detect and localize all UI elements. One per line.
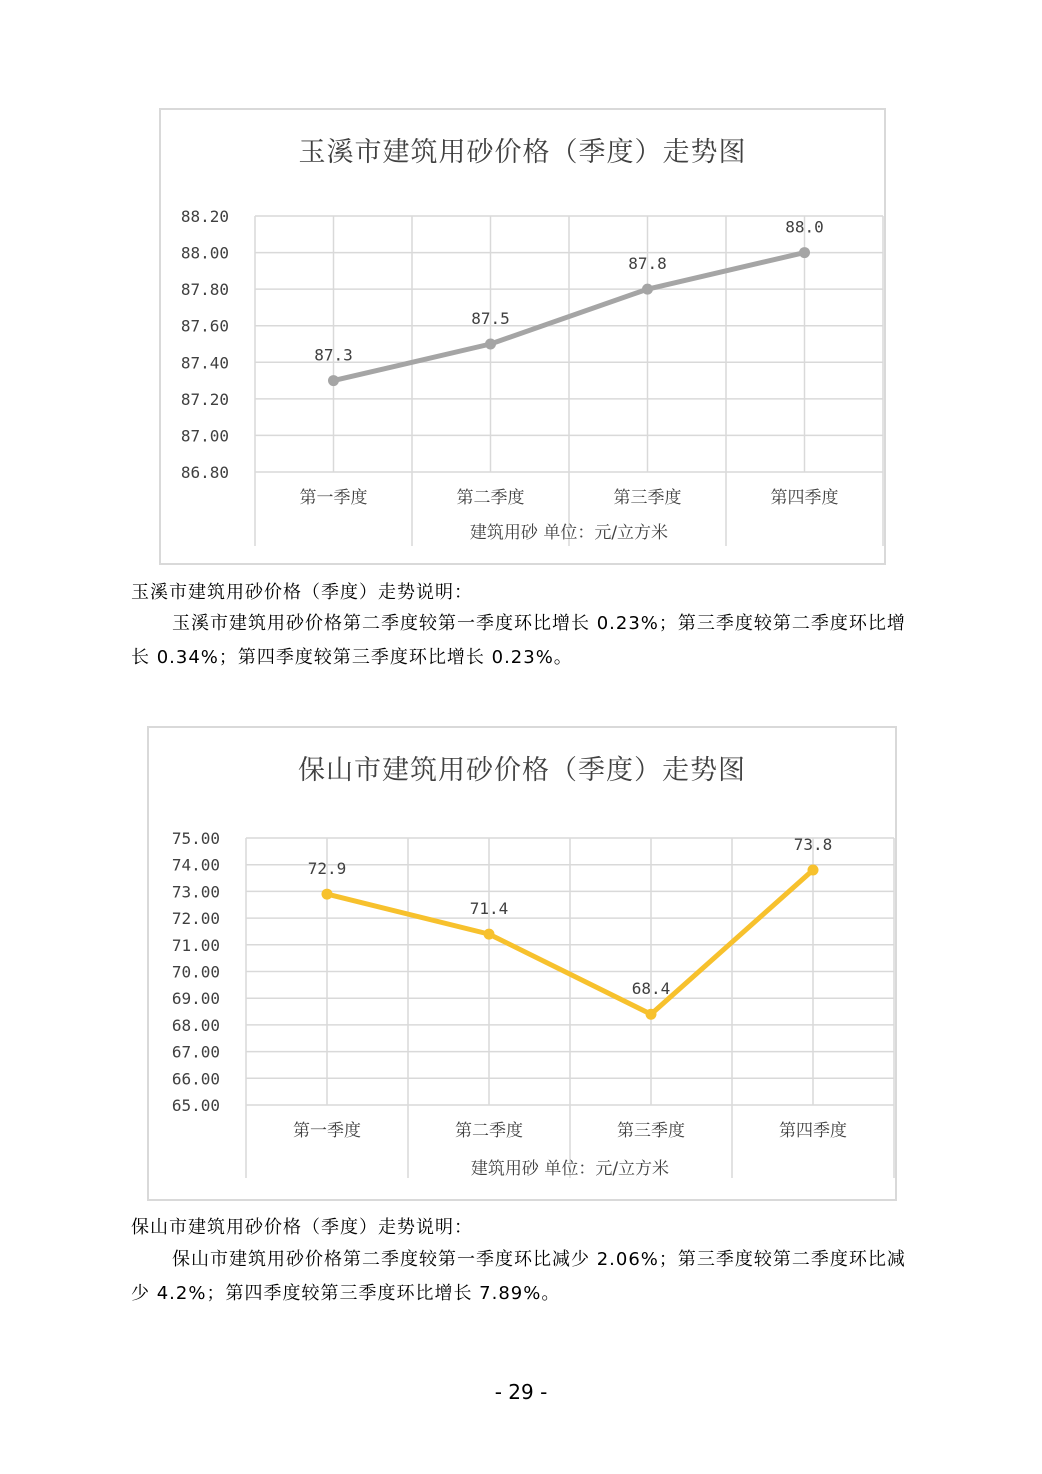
data-point bbox=[485, 339, 496, 350]
y-tick-label: 73.00 bbox=[171, 882, 220, 902]
chart-yuxi-plot bbox=[161, 110, 884, 563]
chart-baoshan-plot bbox=[149, 728, 895, 1199]
chart-title: 保山市建筑用砂价格（季度）走势图 bbox=[298, 755, 746, 786]
y-tick-label: 70.00 bbox=[171, 962, 220, 982]
x-tick-label: 第二季度 bbox=[455, 1121, 523, 1141]
data-label: 87.5 bbox=[471, 309, 510, 328]
data-point bbox=[799, 247, 810, 258]
note-body-baoshan: 保山市建筑用砂价格第二季度较第一季度环比减少 2.06%；第三季度较第二季度环比减少 4.2%；第四季度较第三季度环比增长 7.89%。 bbox=[131, 1249, 906, 1304]
data-point bbox=[322, 889, 333, 900]
chart-title: 玉溪市建筑用砂价格（季度）走势图 bbox=[298, 137, 747, 168]
x-tick-label: 第一季度 bbox=[299, 488, 368, 508]
y-tick-label: 67.00 bbox=[171, 1042, 220, 1062]
x-tick-label: 第二季度 bbox=[456, 488, 525, 508]
y-tick-label: 87.80 bbox=[180, 280, 229, 300]
note-title-baoshan: 保山市建筑用砂价格（季度）走势说明： bbox=[131, 1217, 473, 1238]
chart-baoshan bbox=[147, 726, 897, 1201]
y-tick-label: 74.00 bbox=[171, 855, 220, 875]
y-tick-label: 69.00 bbox=[171, 989, 220, 1009]
data-label: 87.3 bbox=[314, 345, 353, 365]
y-tick-label: 75.00 bbox=[171, 829, 220, 848]
data-label: 73.8 bbox=[793, 835, 833, 855]
note-title-yuxi: 玉溪市建筑用砂价格（季度）走势说明： bbox=[131, 582, 473, 603]
y-tick-label: 87.60 bbox=[180, 316, 229, 336]
x-tick-label: 第四季度 bbox=[770, 488, 839, 508]
data-label: 68.4 bbox=[631, 979, 671, 999]
y-tick-label: 88.00 bbox=[180, 243, 229, 263]
chart-yuxi bbox=[159, 108, 886, 565]
x-axis-title: 建筑用砂 单位：元/立方米 bbox=[470, 1159, 670, 1179]
y-tick-label: 71.00 bbox=[171, 935, 220, 955]
data-point bbox=[484, 929, 495, 940]
x-tick-label: 第三季度 bbox=[617, 1121, 685, 1141]
x-tick-label: 第一季度 bbox=[293, 1121, 361, 1141]
x-tick-label: 第四季度 bbox=[779, 1121, 847, 1141]
data-label: 71.4 bbox=[469, 899, 509, 919]
y-tick-label: 66.00 bbox=[171, 1069, 220, 1089]
data-point bbox=[328, 375, 339, 386]
y-tick-label: 88.20 bbox=[180, 207, 229, 226]
y-tick-label: 87.20 bbox=[180, 389, 229, 409]
y-tick-label: 72.00 bbox=[171, 909, 220, 929]
note-body-yuxi: 玉溪市建筑用砂价格第二季度较第一季度环比增长 0.23%；第三季度较第二季度环比增长 0.34%；第四季度较第三季度环比增长 0.23%。 bbox=[131, 613, 906, 668]
data-point bbox=[642, 284, 653, 295]
y-tick-label: 87.40 bbox=[180, 353, 229, 373]
data-point bbox=[646, 1009, 657, 1020]
data-label: 87.8 bbox=[628, 254, 667, 274]
y-tick-label: 87.00 bbox=[180, 426, 229, 446]
x-tick-label: 第三季度 bbox=[613, 488, 682, 508]
x-axis-title: 建筑用砂 单位：元/立方米 bbox=[469, 523, 669, 543]
data-point bbox=[808, 865, 819, 876]
data-label: 88.0 bbox=[785, 217, 824, 237]
y-tick-label: 68.00 bbox=[171, 1015, 220, 1035]
page-number: - 29 - bbox=[494, 1380, 548, 1404]
data-label: 72.9 bbox=[307, 859, 347, 879]
y-tick-label: 86.80 bbox=[180, 463, 229, 482]
y-tick-label: 65.00 bbox=[171, 1096, 220, 1115]
